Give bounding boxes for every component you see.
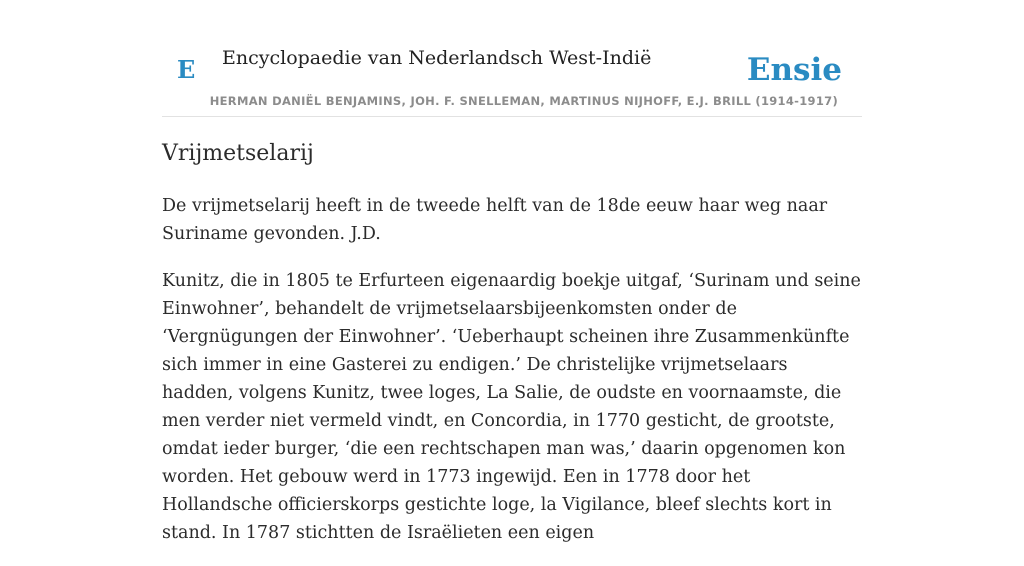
encyclopedia-logo-icon[interactable]: E — [177, 55, 196, 84]
ensie-logo[interactable]: Ensie — [746, 52, 842, 88]
article-title: Vrijmetselarij — [162, 141, 314, 166]
book-title-link[interactable]: Encyclopaedie van Nederlandsch West-Indië — [222, 47, 652, 69]
article-paragraph: De vrijmetselarij heeft in de tweede helft van de 18de eeuw haar weg naar Suriname gevonden. J.D. — [162, 196, 828, 244]
header — [162, 0, 862, 117]
page — [162, 0, 862, 543]
article-paragraph: Kunitz, die in 1805 te Erfurteen eigenaardig boekje uitgaf, ‘Surinam und seine Einwohner’, behandelt de vrijmetselaarsbijeenkomsten onder de ‘Vergnügungen der Einwohner’. ‘Ueberhaupt scheinen ihre Zusammenkünfte sich immer in eine Gasterei zu endigen.’ De christelijke vrijmetselaars hadden, volgens Kunitz, twee loges, La Salie, de oudste en voornaamste, die men verder niet vermeld vindt, en Concordia, in 1770 gesticht, de grootste, omdat ieder burger, ‘die een rechtschapen man was,’ daarin opgenomen kon worden. Het gebouw werd in 1773 ingewijd. Een in 1778 door het Hollandsche officierskorps gestichte loge, la Vigilance, bleef slechts kort in stand. In 1787 stichtten de Israëlieten een eigen — [162, 271, 861, 543]
article-body — [162, 192, 862, 566]
book-authors: HERMAN DANIËL BENJAMINS, JOH. F. SNELLEMAN, MARTINUS NIJHOFF, E.J. BRILL (1914-1917) — [209, 94, 838, 108]
